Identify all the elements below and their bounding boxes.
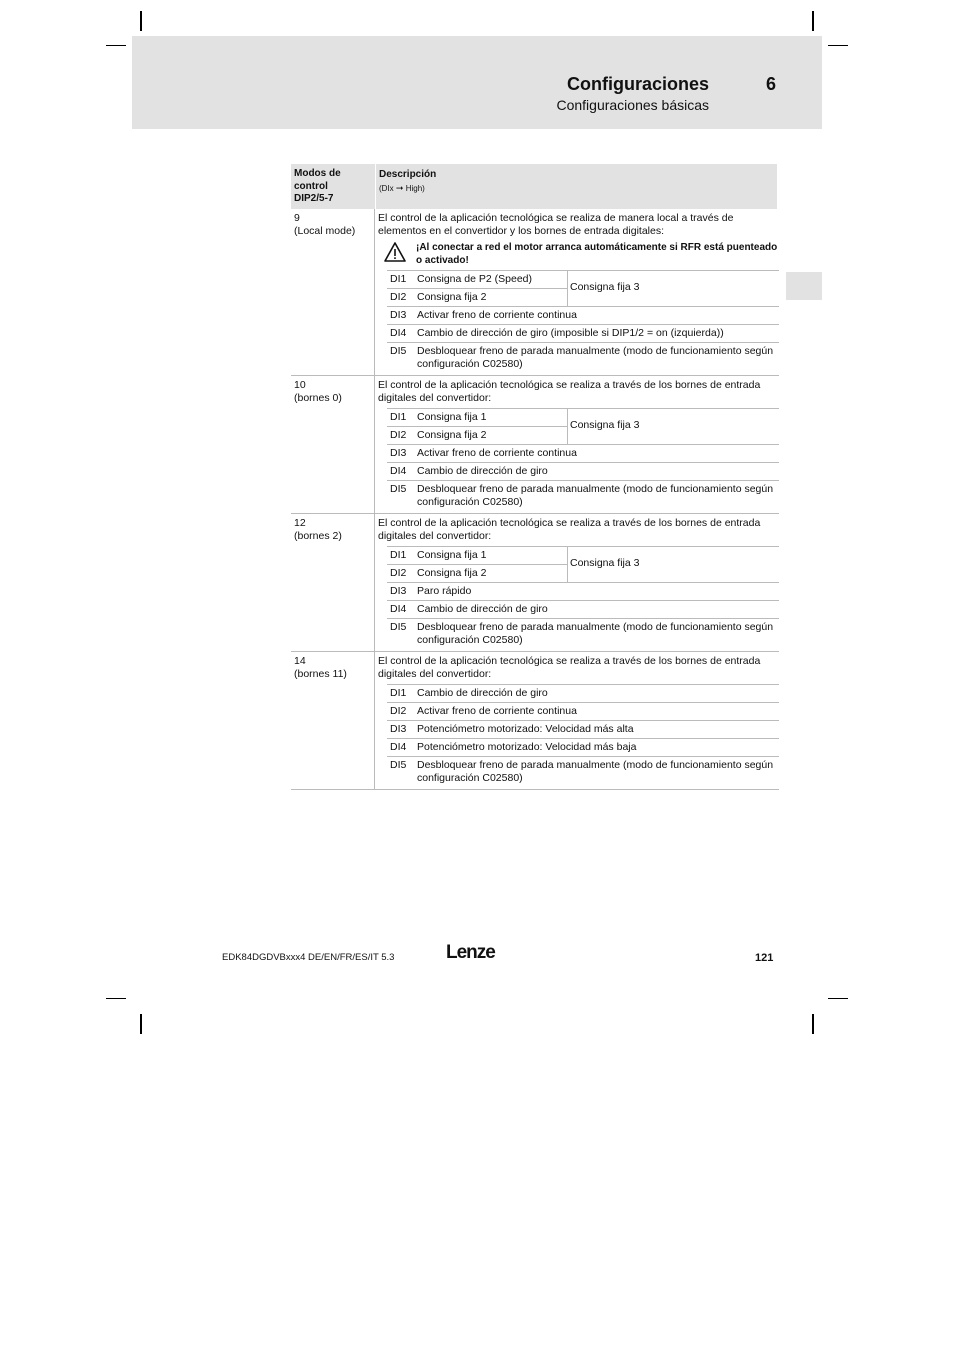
di-table — [387, 270, 779, 373]
di-row — [387, 702, 779, 720]
di-code: DI3 — [390, 447, 407, 459]
mode-cell — [291, 652, 375, 789]
table-header — [291, 164, 777, 209]
crop-mark — [140, 11, 142, 31]
mode-cell — [291, 209, 375, 375]
di-function: Desbloquear freno de parada manualmente (modo de funcionamiento según configuración C02580) — [417, 621, 774, 646]
di-row — [387, 738, 779, 756]
di-code: DI2 — [390, 567, 407, 579]
di-code: DI2 — [390, 291, 407, 303]
di-row — [387, 288, 567, 306]
di-function: Consigna fija 1 — [417, 411, 487, 423]
mode-number: 10 — [294, 379, 306, 391]
di-function: Activar freno de corriente continua — [417, 705, 577, 717]
mode-name: (bornes 2) — [294, 530, 342, 542]
di-pair-function: Consigna fija 3 — [570, 280, 640, 293]
header-band — [132, 36, 822, 129]
di-row — [387, 271, 567, 288]
header-description: Descripción (DIx ➞ High) — [375, 164, 777, 209]
di-function: Paro rápido — [417, 585, 472, 597]
di-pair — [387, 270, 779, 306]
chapter-number: 6 — [766, 74, 777, 94]
warning-text: ¡Al conectar a red el motor arranca automáticamente si RFR está puenteado o activado! — [416, 242, 778, 266]
di-code: DI3 — [390, 723, 407, 735]
di-row — [387, 547, 567, 564]
di-function: Desbloquear freno de parada manualmente (modo de funcionamiento según configuración C02580) — [417, 483, 774, 508]
warning-icon — [384, 241, 406, 263]
table-row — [291, 376, 779, 514]
footer-doc-code: EDK84DGDVBxxx4 DE/EN/FR/ES/IT 5.3 — [222, 952, 395, 963]
di-row — [387, 720, 779, 738]
crop-mark — [828, 45, 848, 46]
di-code: DI1 — [390, 687, 407, 699]
di-row — [387, 306, 779, 324]
crop-mark — [140, 1014, 142, 1034]
crop-mark — [828, 998, 848, 999]
header-description-sub: (DIx ➞ High) — [379, 183, 425, 193]
mode-number: 14 — [294, 655, 306, 667]
description-intro: El control de la aplicación tecnológica se realiza a través de los bornes de entrada digitales del convertidor: — [378, 655, 761, 680]
description-cell — [375, 514, 779, 651]
crop-mark — [106, 998, 126, 999]
di-function: Cambio de dirección de giro — [417, 687, 548, 699]
di-row — [387, 582, 779, 600]
description-cell — [375, 209, 779, 375]
di-row — [387, 426, 567, 444]
di-table — [387, 684, 779, 787]
di-function: Consigna fija 2 — [417, 291, 487, 303]
table-row — [291, 209, 779, 376]
di-function: Cambio de dirección de giro (imposible si DIP1/2 = on (izquierda)) — [417, 327, 724, 339]
di-row — [387, 564, 567, 582]
di-code: DI5 — [390, 759, 407, 771]
di-pair — [387, 408, 779, 444]
description-intro: El control de la aplicación tecnológica se realiza a través de los bornes de entrada digitales del convertidor: — [378, 379, 761, 404]
mode-number: 12 — [294, 517, 306, 529]
di-code: DI4 — [390, 327, 407, 339]
mode-name: (bornes 11) — [294, 668, 347, 680]
chapter-side-tab — [786, 272, 822, 300]
table-row — [291, 514, 779, 652]
di-code: DI4 — [390, 603, 407, 615]
description-intro: El control de la aplicación tecnológica se realiza de manera local a través de elementos en el convertidor y los bornes de entrada digitales: — [378, 212, 734, 237]
crop-mark — [106, 45, 126, 46]
di-code: DI4 — [390, 465, 407, 477]
di-pair — [387, 546, 779, 582]
di-row — [387, 342, 779, 373]
header-mode: Modos de control DIP2/5-7 — [294, 168, 341, 204]
di-row — [387, 462, 779, 480]
di-function: Potenciómetro motorizado: Velocidad más baja — [417, 741, 637, 753]
mode-cell — [291, 514, 375, 651]
di-row — [387, 600, 779, 618]
di-row — [387, 756, 779, 787]
crop-mark — [812, 11, 814, 31]
di-function: Consigna de P2 (Speed) — [417, 273, 532, 285]
description-intro: El control de la aplicación tecnológica se realiza a través de los bornes de entrada digitales del convertidor: — [378, 517, 761, 542]
mode-name: (bornes 0) — [294, 392, 342, 404]
description-cell — [375, 376, 779, 513]
di-row — [387, 480, 779, 511]
table-row — [291, 652, 779, 790]
di-table — [387, 408, 779, 511]
di-row — [387, 618, 779, 649]
di-code: DI1 — [390, 549, 407, 561]
di-function: Activar freno de corriente continua — [417, 447, 577, 459]
di-code: DI5 — [390, 483, 407, 495]
di-function: Desbloquear freno de parada manualmente (modo de funcionamiento según configuración C02580) — [417, 345, 774, 370]
control-modes-table — [291, 164, 779, 790]
di-row — [387, 684, 779, 702]
mode-name: (Local mode) — [294, 225, 356, 237]
di-code: DI2 — [390, 705, 407, 717]
di-function: Consigna fija 2 — [417, 429, 487, 441]
di-code: DI3 — [390, 309, 407, 321]
di-function: Cambio de dirección de giro — [417, 603, 548, 615]
di-code: DI1 — [390, 273, 407, 285]
warning-note — [384, 241, 779, 267]
page-number: 121 — [755, 952, 774, 964]
di-pair-function: Consigna fija 3 — [570, 556, 640, 569]
di-code: DI5 — [390, 621, 407, 633]
lenze-logo: Lenze — [446, 942, 495, 963]
di-row — [387, 409, 567, 426]
di-function: Potenciómetro motorizado: Velocidad más alta — [417, 723, 634, 735]
chapter-subtitle: Configuraciones básicas — [556, 97, 709, 113]
di-row — [387, 444, 779, 462]
di-function: Desbloquear freno de parada manualmente (modo de funcionamiento según configuración C02580) — [417, 759, 774, 784]
di-code: DI5 — [390, 345, 407, 357]
di-function: Consigna fija 1 — [417, 549, 487, 561]
crop-mark — [812, 1014, 814, 1034]
di-code: DI1 — [390, 411, 407, 423]
di-function: Cambio de dirección de giro — [417, 465, 548, 477]
di-code: DI2 — [390, 429, 407, 441]
chapter-title: Configuraciones — [566, 74, 709, 94]
di-code: DI4 — [390, 741, 407, 753]
mode-number: 9 — [294, 212, 300, 224]
di-pair-function: Consigna fija 3 — [570, 418, 640, 431]
di-function: Activar freno de corriente continua — [417, 309, 577, 321]
arrow-right-icon: ➞ — [395, 183, 404, 193]
di-code: DI3 — [390, 585, 407, 597]
description-cell — [375, 652, 779, 789]
di-table — [387, 546, 779, 649]
di-function: Consigna fija 2 — [417, 567, 487, 579]
di-row — [387, 324, 779, 342]
mode-cell — [291, 376, 375, 513]
